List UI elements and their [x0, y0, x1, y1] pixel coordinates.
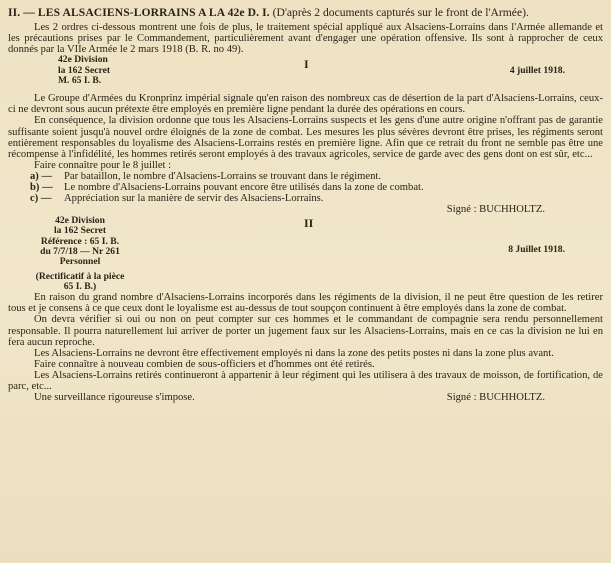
- list-item: [30, 171, 603, 182]
- doc2-paragraph: Faire connaître à nouveau combien de sous-officiers et d'hommes ont été retirés.: [34, 358, 375, 370]
- item-label: c) —: [30, 193, 52, 205]
- doc1-signature: Signé : BUCHHOLTZ.: [446, 204, 545, 216]
- doc2-signature: Signé : BUCHHOLTZ.: [446, 392, 545, 404]
- doc1-left-header: [58, 55, 110, 86]
- doc1-item-list: [8, 171, 603, 204]
- section-heading: II. — LES ALSACIENS-LORRAINS A LA 42e D. I.: [8, 6, 270, 19]
- doc2-secret: la 162 Secret: [53, 225, 107, 237]
- section-title: [8, 6, 603, 19]
- doc2-paragraph: On devra vérifier si oui ou non on peut compter sur ces hommes et le commandant de compagnie sera rendu personnellement responsable. Il pourra naturellement lui arriver de porter un jugement faux sur les Alsaciens-Lorrains, mais en ce cas la division ne lui en fera aucun reproche.: [8, 314, 603, 348]
- item-label: a) —: [30, 170, 53, 182]
- doc2-paragraph: Les Alsaciens-Lorrains ne devront être effectivement employés ni dans la zone des petits postes ni dans la zone plus avant.: [34, 347, 554, 359]
- doc1-division: 42e Division: [58, 54, 108, 66]
- doc1-paragraph: En conséquence, la division ordonne que tous les Alsaciens-Lorrains suspects et les gens d'une autre origine n'offrant pas de garantie suffisante soient jusqu'à nouvel ordre éloignés de la zone de combat. Les mesures les plus sévères devront être prises, les régiments seront entièrement responsables du loyalisme des Alsaciens-Lorrains restés en première ligne. Afin que ce retrait du front ne semble pas être une récompense à l'infidélité, les hommes retirés seront employés à des travaux agricoles, service de garde avec des gens dont on est sûr, etc...: [8, 115, 603, 160]
- intro-paragraph: Les 2 ordres ci-dessous montrent une fois de plus, le traitement spécial appliqué aux Alsaciens-Lorrains dans l'Armée allemande et les précautions prises par le Commandement, particulièrement avant d'engager une opération offensive. Ils sont à rapprocher de ceux donnés par la VIIe Armée le 2 mars 1918 (B. R. no 49).: [8, 22, 603, 56]
- doc2-date: 8 Juillet 1918.: [508, 244, 565, 256]
- doc2-number: II: [304, 216, 314, 231]
- doc2-closing: Une surveillance rigoureuse s'impose.: [34, 392, 195, 404]
- doc1-ref: M. 65 I. B.: [58, 75, 102, 87]
- doc2-rectificatif: [20, 272, 140, 292]
- item-text: Par bataillon, le nombre d'Alsaciens-Lorrains se trouvant dans le régiment.: [64, 170, 381, 182]
- doc1-paragraph: Le Groupe d'Armées du Kronprinz impérial signale qu'en raison des nombreux cas de désertion de la part d'Alsaciens-Lorrains, ceux-ci ne devront sous aucun prétexte être employés en première ligne pendant la durée des opérations en cours.: [8, 93, 603, 116]
- doc2-left-header: [24, 216, 136, 267]
- item-text: Le nombre d'Alsaciens-Lorrains pouvant encore être utilisés dans la zone de combat.: [64, 182, 424, 194]
- doc2-ref: Référence : 65 I. B.: [40, 235, 120, 247]
- doc2-closing-row: [8, 392, 603, 404]
- doc2-personnel: Personnel: [59, 256, 101, 268]
- item-label: b) —: [30, 182, 53, 194]
- doc1-secret: la 162 Secret: [58, 64, 111, 76]
- doc1-date: 4 juillet 1918.: [509, 65, 565, 77]
- doc2-ref2: du 7/7/18 — Nr 261: [40, 245, 120, 257]
- doc2-division: 42e Division: [55, 215, 105, 227]
- rectificatif-line: 65 I. B.): [63, 281, 97, 293]
- item-text: Appréciation sur la manière de servir des Alsaciens-Lorrains.: [64, 193, 324, 205]
- doc1-header: [8, 55, 603, 93]
- list-item: [30, 193, 603, 204]
- section-source: (D'après 2 documents capturés sur le front de l'Armée).: [272, 6, 529, 19]
- doc2-paragraph: En raison du grand nombre d'Alsaciens-Lorrains incorporés dans les régiments de la division, il ne peut être question de les retirer tous et je consens à ce que ceux dont le loyalisme est au-dessus de tout soupçon continuent à être employés dans la zone de combat.: [8, 292, 603, 315]
- rectificatif-line: (Rectificatif à la pièce: [35, 271, 125, 283]
- doc2-paragraph: Les Alsaciens-Lorrains retirés continueront à appartenir à leur régiment qui les utilisera à des travaux de moisson, de fortification, de parc, etc...: [8, 369, 603, 392]
- list-item: [30, 182, 603, 193]
- doc1-paragraph: Faire connaître pour le 8 juillet :: [34, 159, 172, 171]
- doc2-header: [8, 216, 603, 292]
- doc1-number: I: [304, 57, 309, 72]
